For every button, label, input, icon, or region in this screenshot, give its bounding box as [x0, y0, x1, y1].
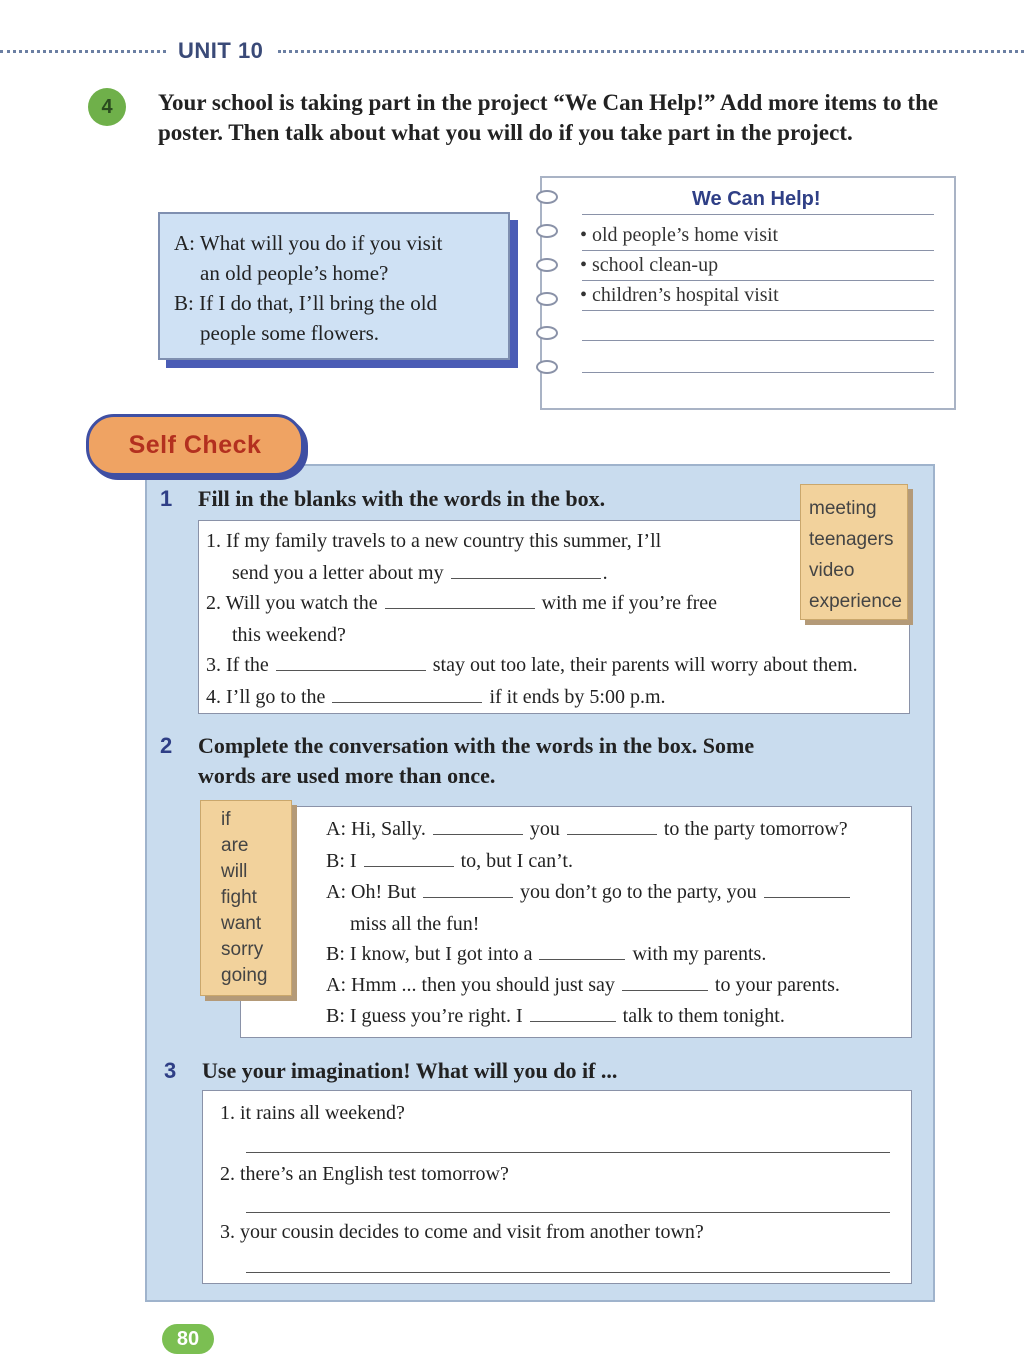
unit-label: UNIT 10: [178, 38, 264, 63]
exercise-2-number: 2: [160, 733, 173, 758]
item-text: with me if you’re free: [541, 592, 718, 614]
answer-blank[interactable]: [423, 896, 513, 898]
exercise-3-number: 3: [164, 1058, 177, 1083]
conversation-line-1: [326, 818, 848, 841]
spiral-ring-icon: [536, 224, 558, 238]
conversation-line-4: [326, 943, 766, 966]
answer-blank[interactable]: [764, 896, 850, 898]
word-option: video: [809, 560, 855, 581]
word-option: meeting: [809, 498, 877, 519]
line-text: B: I: [326, 850, 357, 872]
poster-rule: [582, 250, 934, 251]
word-option: fight: [221, 887, 257, 908]
line-text: A: Hi, Sally.: [326, 818, 426, 840]
exercise-1-item-1a: 1. If my family travels to a new country this summer, I’ll: [206, 530, 662, 552]
exercise-3-item-1: 1. it rains all weekend?: [220, 1102, 405, 1124]
answer-line[interactable]: [246, 1152, 890, 1153]
exercise-1-heading: [160, 484, 605, 514]
item-text: send you a letter about my: [232, 562, 444, 584]
answer-blank[interactable]: [332, 701, 482, 703]
dialog-line: an old people’s home?: [200, 261, 389, 285]
answer-blank[interactable]: [622, 989, 708, 991]
line-text: to your parents.: [714, 974, 840, 996]
poster-rule: [582, 214, 934, 215]
page-number: 80: [162, 1324, 214, 1354]
line-text: you don’t go to the party, you: [520, 881, 757, 903]
exercise-1-word-box: [800, 484, 908, 620]
line-text: with my parents.: [632, 943, 767, 965]
header-dotted-rule-right: [278, 50, 1024, 53]
exercise-2-heading: [160, 731, 754, 761]
spiral-ring-icon: [536, 190, 558, 204]
line-text: A: Hmm ... then you should just say: [326, 974, 615, 996]
word-option: teenagers: [809, 529, 894, 550]
exercise-1-instruction: Fill in the blanks with the words in the box.: [198, 486, 606, 511]
spiral-ring-icon: [536, 258, 558, 272]
exercise-2-word-box: [200, 800, 292, 996]
activity-4-badge: 4: [88, 88, 126, 126]
line-text: talk to them tonight.: [622, 1005, 785, 1027]
exercise-2-instruction-line-2: words are used more than once.: [198, 763, 496, 788]
conversation-line-3-cont: miss all the fun!: [350, 913, 480, 935]
answer-line[interactable]: [246, 1272, 890, 1273]
answer-blank[interactable]: [433, 833, 523, 835]
answer-blank[interactable]: [385, 607, 535, 609]
conversation-line-6: [326, 1005, 785, 1028]
spiral-ring-icon: [536, 326, 558, 340]
exercise-1-number: 1: [160, 486, 173, 511]
line-text: B: I know, but I got into a: [326, 943, 533, 965]
answer-blank[interactable]: [567, 833, 657, 835]
answer-blank[interactable]: [276, 669, 426, 671]
item-text: .: [602, 562, 608, 584]
poster-rule-blank[interactable]: [582, 340, 934, 341]
word-option: will: [221, 861, 248, 882]
item-text: 3. If the: [206, 654, 269, 676]
dialog-line: people some flowers.: [200, 321, 380, 345]
line-text: to the party tomorrow?: [663, 818, 848, 840]
answer-blank[interactable]: [364, 865, 454, 867]
exercise-1-item-2a: [206, 592, 717, 615]
poster-item: • children’s hospital visit: [580, 284, 779, 306]
conversation-line-5: [326, 974, 840, 997]
spiral-ring-icon: [536, 292, 558, 306]
self-check-label: Self Check: [86, 414, 304, 476]
header-dotted-rule-left: [0, 50, 166, 53]
line-text: A: Oh! But: [326, 881, 416, 903]
word-option: going: [221, 965, 268, 986]
item-text: stay out too late, their parents will worry about them.: [432, 654, 858, 676]
item-text: 2. Will you watch the: [206, 592, 378, 614]
poster-rule-blank[interactable]: [582, 372, 934, 373]
answer-blank[interactable]: [451, 577, 601, 579]
line-text: you: [529, 818, 560, 840]
exercise-1-item-2c: this weekend?: [232, 624, 346, 646]
poster-item: • school clean-up: [580, 254, 719, 276]
poster-item: • old people’s home visit: [580, 224, 779, 246]
line-text: B: I guess you’re right. I: [326, 1005, 523, 1027]
exercise-1-item-3: [206, 654, 858, 677]
item-text: if it ends by 5:00 p.m.: [489, 686, 666, 708]
answer-line[interactable]: [246, 1212, 890, 1213]
exercise-3-item-3: 3. your cousin decides to come and visit from another town?: [220, 1221, 704, 1243]
line-text: to, but I can’t.: [460, 850, 573, 872]
item-text: 4. I’ll go to the: [206, 686, 326, 708]
poster-rule-blank[interactable]: [582, 310, 934, 311]
poster-rule: [582, 280, 934, 281]
word-option: if: [221, 809, 231, 830]
dialog-line: B: If I do that, I’ll bring the old: [174, 291, 438, 315]
exercise-2-instruction: Complete the conversation with the words in the box. Some: [198, 733, 755, 758]
exercise-3-heading: [164, 1056, 617, 1086]
activity-4-instruction: Your school is taking part in the project “We Can Help!” Add more items to the poster. Then talk about what you will do if you take part in the project.: [158, 90, 939, 145]
poster-title: We Can Help!: [692, 188, 821, 210]
exercise-3-instruction: Use your imagination! What will you do if ...: [202, 1058, 618, 1083]
word-option: want: [221, 913, 262, 934]
conversation-line-2: [326, 850, 573, 873]
exercise-1-item-4: [206, 686, 666, 709]
spiral-ring-icon: [536, 360, 558, 374]
word-option: experience: [809, 591, 902, 612]
answer-blank[interactable]: [530, 1020, 616, 1022]
word-option: are: [221, 835, 249, 856]
we-can-help-poster: [540, 176, 956, 410]
example-dialog-box: [158, 212, 510, 360]
dialog-line: A: What will you do if you visit: [174, 231, 443, 255]
answer-blank[interactable]: [539, 958, 625, 960]
word-option: sorry: [221, 939, 264, 960]
conversation-line-3: [326, 881, 852, 904]
exercise-3-item-2: 2. there’s an English test tomorrow?: [220, 1163, 509, 1185]
exercise-1-item-1b: [232, 562, 608, 585]
